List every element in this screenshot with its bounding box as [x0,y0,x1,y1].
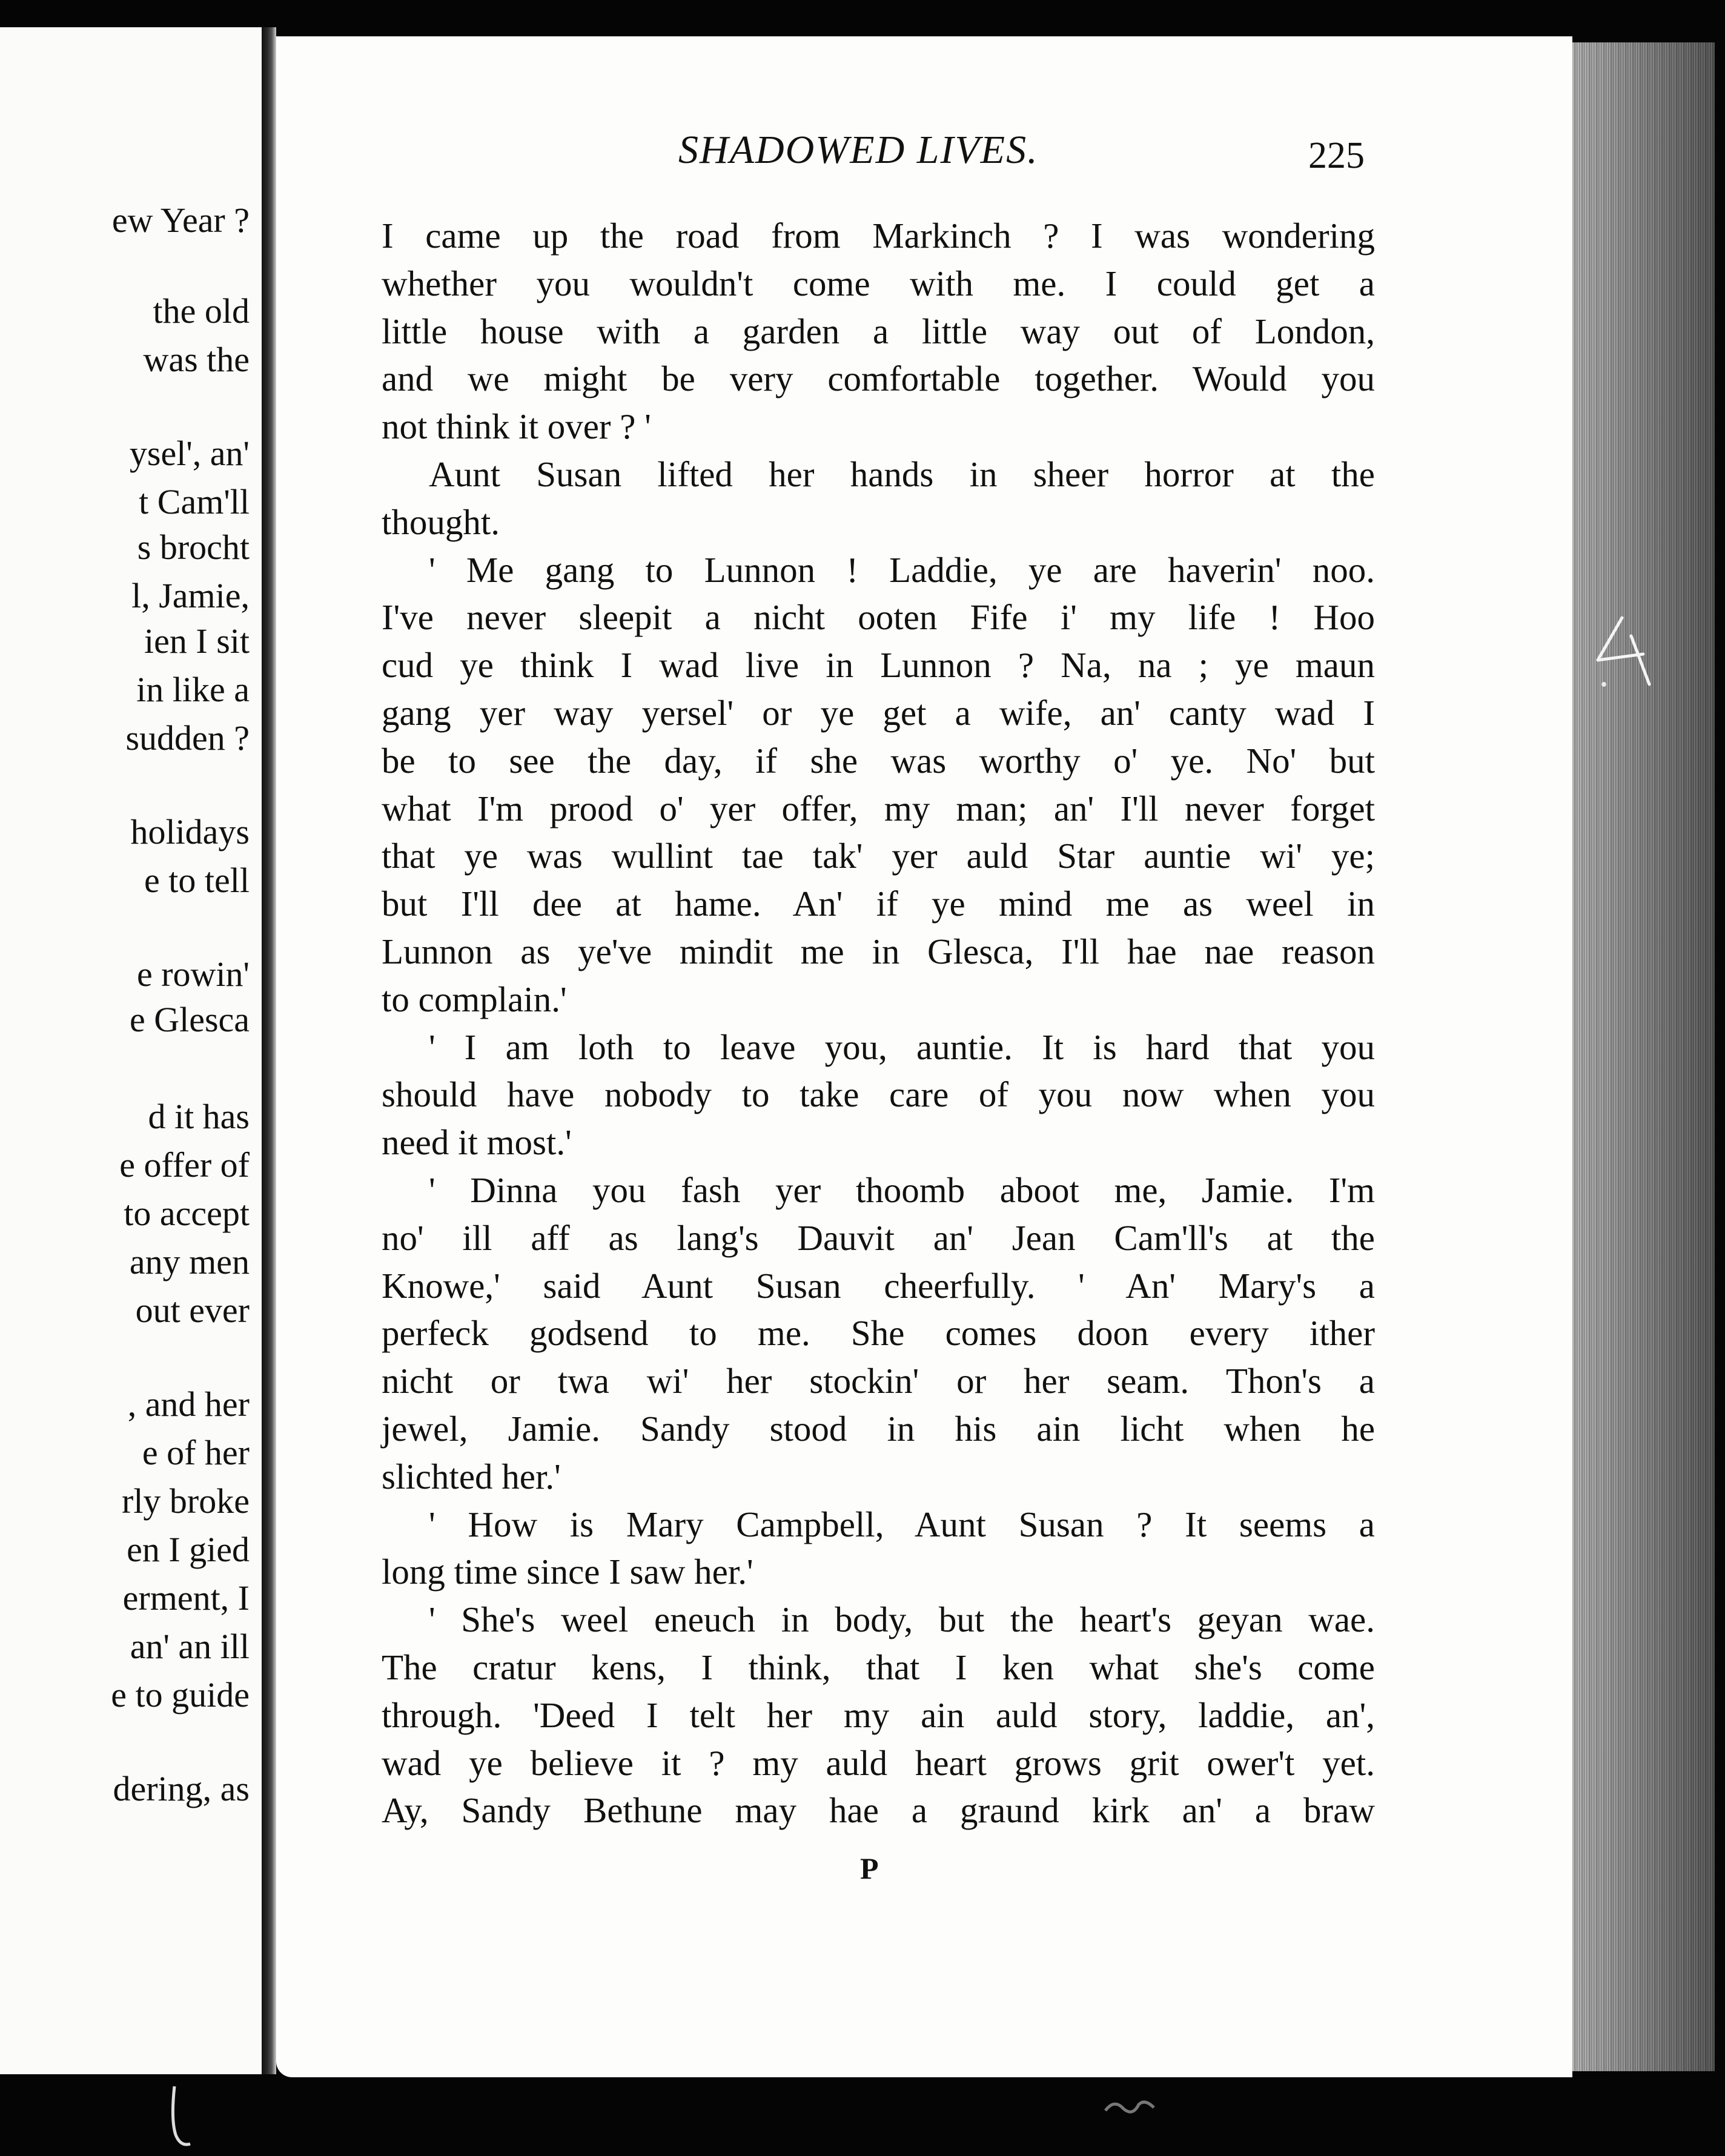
left-page-line: e to tell [144,861,250,900]
left-page-line: e to guide [111,1675,250,1715]
text-line: ' I am loth to leave you, auntie. It is hard that you [429,1027,1375,1067]
left-page-line: en I gied [127,1530,250,1569]
text-line: ' Dinna you fash yer thoomb aboot me, Jamie. I'm [429,1169,1375,1210]
left-page-line: an' an ill [130,1627,250,1666]
left-page-line: , and her [127,1384,250,1424]
left-page-line: ew Year ? [111,200,250,240]
running-head: SHADOWED LIVES. [678,128,1039,172]
left-page-line: d it has [148,1097,250,1136]
text-line: and we might be very comfortable together. Would you [382,359,1375,399]
text-line: Aunt Susan lifted her hands in sheer horror at the [429,454,1375,494]
text-line: be to see the day, if she was worthy o' ye. No' but [382,740,1375,781]
text-line: that ye was wullint tae tak' yer auld Star auntie wi' ye; [382,836,1375,876]
text-line: what I'm prood o' yer offer, my man; an' I'll never forget [382,788,1375,828]
left-page-line: erment, I [122,1578,250,1618]
left-page-line: out ever [135,1291,250,1330]
text-line: gang yer way yersel' or ye get a wife, an' canty wad I [382,692,1375,733]
left-page-line: any men [129,1242,250,1281]
left-page-line: holidays [130,812,250,851]
body-text [382,212,1375,1834]
left-page-line: s brocht [137,527,250,567]
text-line: ' Me gang to Lunnon ! Laddie, ye are haverin' noo. [429,549,1375,590]
text-line: little house with a garden a little way out of London, [382,311,1375,351]
left-page-line: to accept [124,1194,250,1233]
text-line: slichted her.' [382,1456,561,1496]
edge-curl-mark [170,2083,194,2150]
text-line: whether you wouldn't come with me. I could get a [382,263,1375,303]
text-line: cud ye think I wad live in Lunnon ? Na, na ; ye maun [382,645,1375,686]
text-line: I came up the road from Markinch ? I was wondering [382,216,1375,256]
text-line: ' How is Mary Campbell, Aunt Susan ? It seems a [429,1504,1375,1544]
text-line: The cratur kens, I think, that I ken what she's come [382,1647,1375,1687]
left-page-line: t Cam'll [139,482,250,521]
text-line: ' She's weel eneuch in body, but the heart's geyan wae. [429,1599,1375,1640]
book-gutter [262,27,276,2074]
text-line: through. 'Deed I telt her my ain auld story, laddie, an', [382,1695,1375,1735]
text-line: no' ill aff as lang's Dauvit an' Jean Cam'll's at the [382,1217,1375,1258]
left-page-line: e Glesca [129,1000,250,1039]
left-facing-page [0,27,265,2074]
text-line: wad ye believe it ? my auld heart grows grit ower't yet. [382,1742,1375,1783]
text-line: long time since I saw her.' [382,1552,753,1592]
left-page-line: in like a [136,670,250,709]
left-page-line: e rowin' [136,954,250,994]
signature-mark: P [860,1851,879,1885]
text-line: Ay, Sandy Bethune may hae a graund kirk an' a braw [382,1790,1375,1831]
text-line: not think it over ? ' [382,406,651,447]
left-page-line: rly broke [122,1481,250,1521]
text-line: perfeck godsend to me. She comes doon every ither [382,1313,1375,1354]
text-line: should have nobody to take care of you now when you [382,1074,1375,1115]
text-line: need it most.' [382,1122,572,1163]
text-line: Lunnon as ye've mindit me in Glesca, I'll hae nae reason [382,931,1375,971]
left-page-line: was the [143,340,250,379]
text-line: but I'll dee at hame. An' if ye mind me as weel in [382,884,1375,924]
left-page-line: dering, as [113,1769,250,1808]
left-page-line: ien I sit [144,621,250,661]
text-line: thought. [382,501,500,542]
text-line: Knowe,' said Aunt Susan cheerfully. ' An' Mary's a [382,1265,1375,1306]
pencil-mark-icon [1586,612,1658,696]
text-line: I've never sleepit a nicht ooten Fife i' my life ! Hoo [382,597,1375,638]
text-line: to complain.' [382,979,567,1019]
page-number: 225 [1308,135,1365,176]
left-page-line: sudden ? [125,718,250,758]
text-line: nicht or twa wi' her stockin' or her seam. Thon's a [382,1361,1375,1401]
text-line: jewel, Jamie. Sandy stood in his ain licht when he [382,1408,1375,1449]
left-page-line: e of her [142,1433,250,1472]
left-page-line: ysel', an' [129,434,250,473]
left-page-line: the old [153,291,250,331]
dust-smudge [1102,2095,1157,2120]
left-page-line: l, Jamie, [131,576,250,615]
left-page-line: e offer of [119,1145,250,1185]
page-edges [1572,42,1715,2071]
